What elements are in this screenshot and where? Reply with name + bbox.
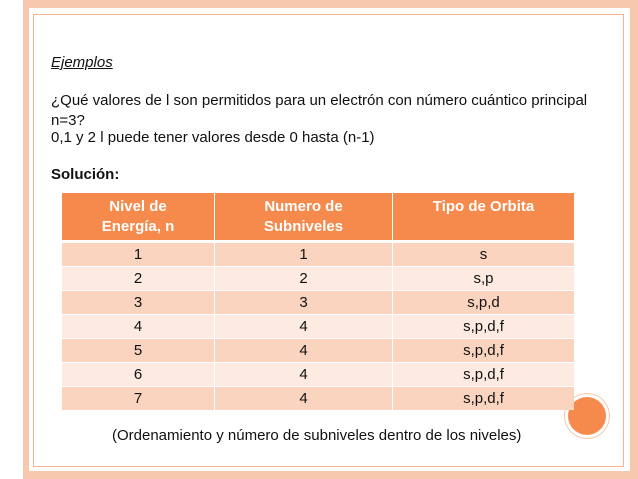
section-heading: Ejemplos (51, 54, 113, 71)
slide-border-right (630, 0, 638, 479)
header-orbita: Tipo de Orbita (393, 193, 575, 242)
answer-text: 0,1 y 2 l puede tener valores desde 0 hasta (n-1) (51, 129, 375, 146)
cell-nivel: 2 (62, 267, 215, 291)
cell-subniveles: 4 (215, 339, 393, 363)
cell-nivel: 6 (62, 363, 215, 387)
cell-subniveles: 1 (215, 242, 393, 267)
table-row (62, 339, 574, 363)
cell-orbita: s,p (393, 267, 575, 291)
table-row (62, 267, 574, 291)
cell-subniveles: 2 (215, 267, 393, 291)
cell-subniveles: 4 (215, 387, 393, 411)
table-row (62, 291, 574, 315)
slide-border-bottom (23, 471, 638, 479)
cell-orbita: s,p,d (393, 291, 575, 315)
cell-orbita: s,p,d,f (393, 315, 575, 339)
table-row (62, 363, 574, 387)
table-row (62, 315, 574, 339)
slide-border-top (23, 0, 638, 8)
cell-orbita: s,p,d,f (393, 339, 575, 363)
orbitals-table (62, 193, 574, 410)
table-body (62, 242, 574, 411)
cell-subniveles: 4 (215, 363, 393, 387)
table-row (62, 242, 574, 267)
table-header-row (62, 193, 574, 242)
cell-orbita: s (393, 242, 575, 267)
table-caption: (Ordenamiento y número de subniveles dentro de los niveles) (112, 427, 522, 444)
cell-nivel: 4 (62, 315, 215, 339)
cell-nivel: 5 (62, 339, 215, 363)
question-text: ¿Qué valores de l son permitidos para un electrón con número cuántico principal n=3? (51, 92, 588, 129)
solution-label: Solución: (51, 166, 120, 183)
cell-subniveles: 3 (215, 291, 393, 315)
cell-nivel: 7 (62, 387, 215, 411)
cell-orbita: s,p,d,f (393, 387, 575, 411)
slide-border-left (23, 0, 29, 479)
cell-nivel: 3 (62, 291, 215, 315)
header-subniveles: Numero de Subniveles (215, 193, 393, 242)
cell-orbita: s,p,d,f (393, 363, 575, 387)
header-nivel: Nivel de Energía, n (62, 193, 215, 242)
cell-nivel: 1 (62, 242, 215, 267)
cell-subniveles: 4 (215, 315, 393, 339)
table-row (62, 387, 574, 411)
